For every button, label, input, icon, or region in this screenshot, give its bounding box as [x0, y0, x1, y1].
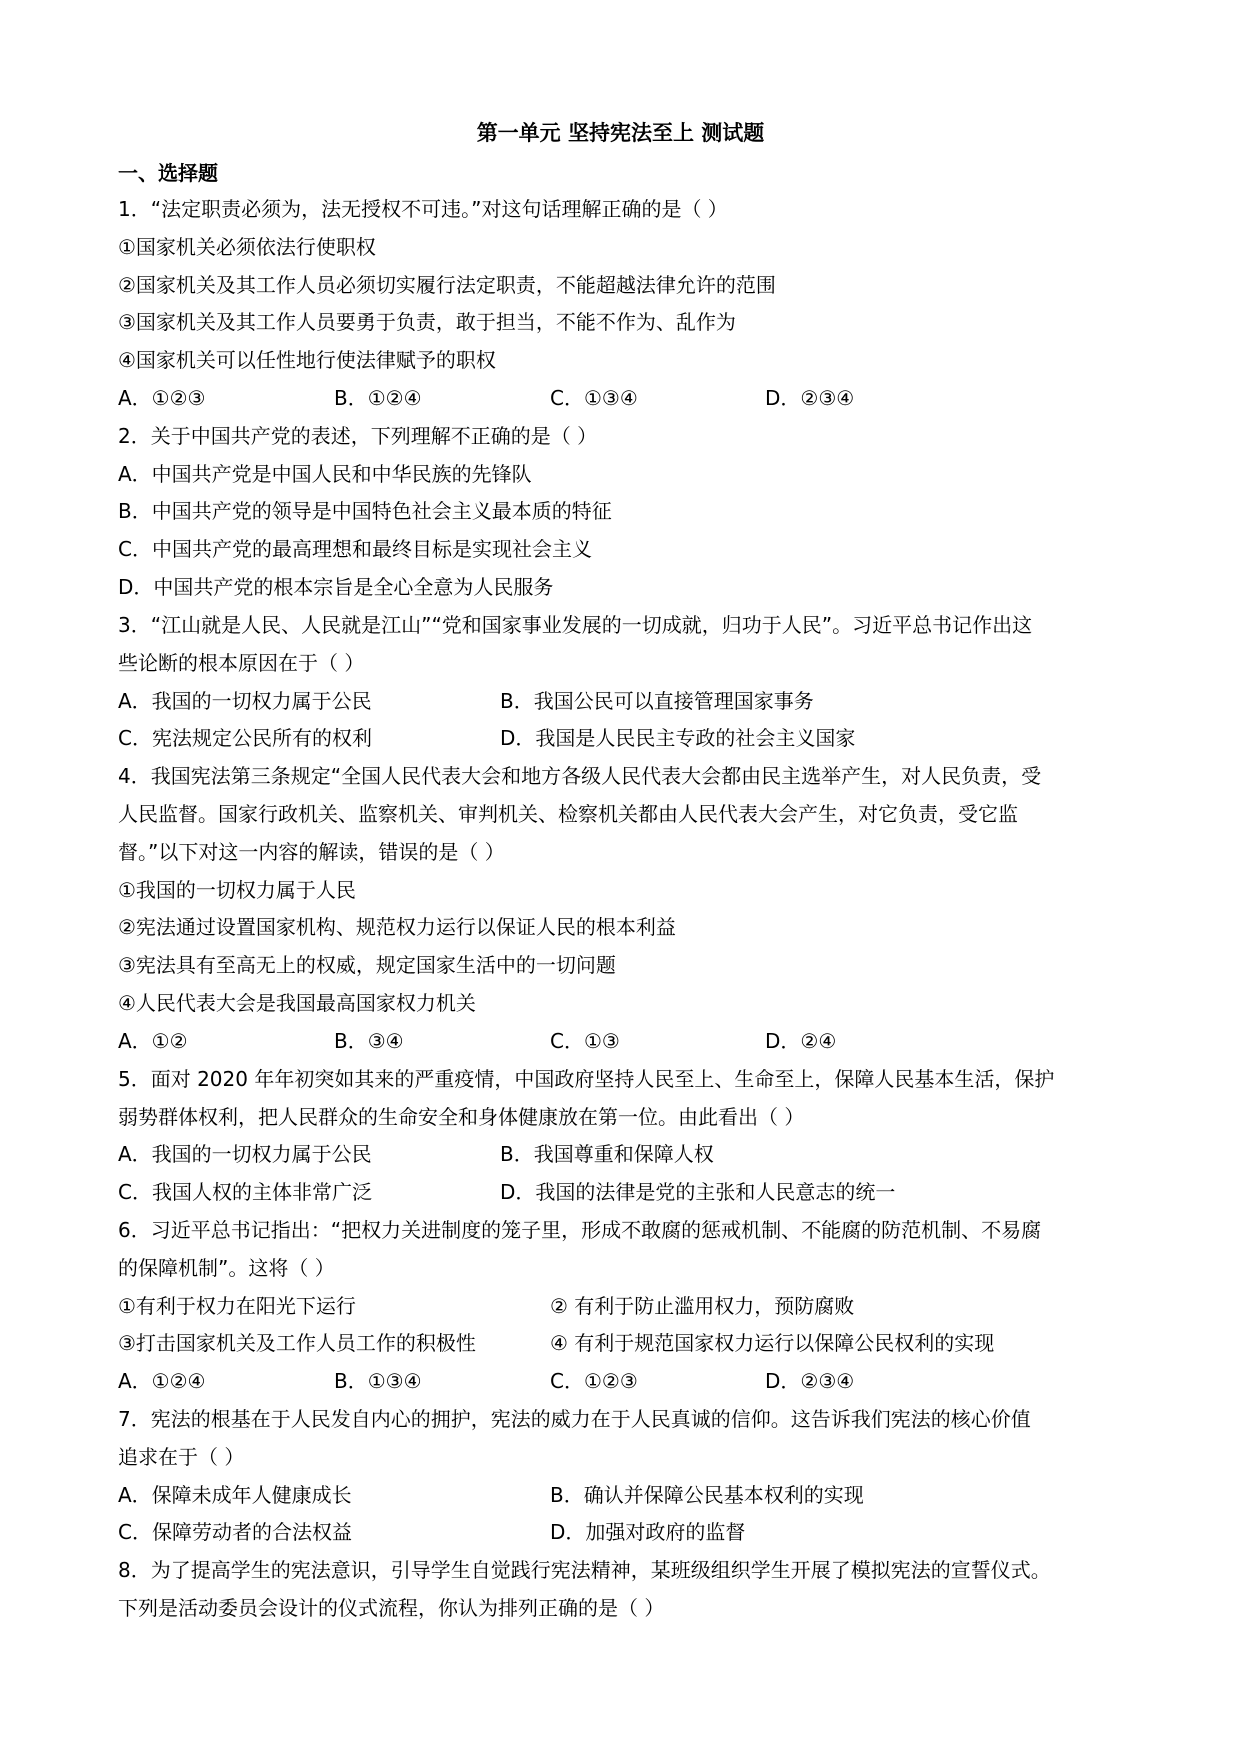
q5-option-d: D．我国的法律是党的主张和人民意志的统一: [500, 1180, 896, 1204]
q5-option-a: A．我国的一切权力属于公民: [118, 1142, 372, 1166]
q2-stem: 2．关于中国共产党的表述，下列理解不正确的是（ ）: [118, 424, 598, 448]
q1-item-4: ④国家机关可以任性地行使法律赋予的职权: [118, 348, 496, 372]
q3-option-d: D．我国是人民民主专政的社会主义国家: [500, 726, 856, 750]
q5-option-b: B．我国尊重和保障人权: [500, 1142, 714, 1166]
q7-option-b: B．确认并保障公民基本权利的实现: [550, 1483, 864, 1507]
q4-option-c: C．①③: [550, 1029, 620, 1053]
section-heading: 一、选择题: [118, 161, 218, 185]
q6-stem-line-1: 6．习近平总书记指出：“把权力关进制度的笼子里，形成不敢腐的惩戒机制、不能腐的防范机制、不易腐: [118, 1218, 1042, 1242]
q5-option-c: C．我国人权的主体非常广泛: [118, 1180, 372, 1204]
q6-item-3: ③打击国家机关及工作人员工作的积极性: [118, 1331, 476, 1355]
q4-option-d: D．②④: [765, 1029, 837, 1053]
q1-option-a: A．①②③: [118, 386, 206, 410]
q8-stem-line-1: 8．为了提高学生的宪法意识，引导学生自觉践行宪法精神，某班级组织学生开展了模拟宪法的宣誓仪式。: [118, 1558, 1051, 1582]
q8-stem-line-2: 下列是活动委员会设计的仪式流程，你认为排列正确的是（ ）: [118, 1596, 665, 1620]
q4-item-3: ③宪法具有至高无上的权威，规定国家生活中的一切问题: [118, 953, 616, 977]
q4-option-a: A．①②: [118, 1029, 188, 1053]
q7-stem-line-2: 追求在于（ ）: [118, 1445, 245, 1469]
q6-option-d: D．②③④: [765, 1369, 855, 1393]
q7-option-a: A．保障未成年人健康成长: [118, 1483, 352, 1507]
q4-item-1: ①我国的一切权力属于人民: [118, 878, 356, 902]
q3-option-b: B．我国公民可以直接管理国家事务: [500, 689, 814, 713]
q4-stem-line-3: 督。”以下对这一内容的解读，错误的是（ ）: [118, 840, 505, 864]
q4-item-4: ④人民代表大会是我国最高国家权力机关: [118, 991, 476, 1015]
q1-option-b: B．①②④: [334, 386, 422, 410]
q6-stem-line-2: 的保障机制”。这将（ ）: [118, 1256, 335, 1280]
q6-item-1: ①有利于权力在阳光下运行: [118, 1294, 356, 1318]
q4-item-2: ②宪法通过设置国家机构、规范权力运行以保证人民的根本利益: [118, 915, 676, 939]
q1-item-1: ①国家机关必须依法行使职权: [118, 235, 376, 259]
page-title: 第一单元 坚持宪法至上 测试题: [476, 121, 765, 145]
q3-option-c: C．宪法规定公民所有的权利: [118, 726, 372, 750]
q3-stem-line-1: 3．“江山就是人民、人民就是江山”“党和国家事业发展的一切成就，归功于人民”。习近平总书记作出这: [118, 613, 1033, 637]
q5-stem-line-1: 5．面对 2020 年年初突如其来的严重疫情，中国政府坚持人民至上、生命至上，保障人民基本生活，保护: [118, 1067, 1055, 1091]
q1-option-d: D．②③④: [765, 386, 855, 410]
q3-option-a: A．我国的一切权力属于公民: [118, 689, 372, 713]
q6-item-2: ② 有利于防止滥用权力，预防腐败: [550, 1294, 855, 1318]
q2-option-d: D．中国共产党的根本宗旨是全心全意为人民服务: [118, 575, 554, 599]
q7-option-d: D．加强对政府的监督: [550, 1520, 746, 1544]
q1-stem: 1．“法定职责必须为，法无授权不可违。”对这句话理解正确的是（ ）: [118, 197, 728, 221]
q6-option-c: C．①②③: [550, 1369, 638, 1393]
q3-stem-line-2: 些论断的根本原因在于（ ）: [118, 651, 365, 675]
q2-option-b: B．中国共产党的领导是中国特色社会主义最本质的特征: [118, 499, 612, 523]
q2-option-a: A．中国共产党是中国人民和中华民族的先锋队: [118, 462, 532, 486]
q1-item-2: ②国家机关及其工作人员必须切实履行法定职责，不能超越法律允许的范围: [118, 273, 776, 297]
q4-option-b: B．③④: [334, 1029, 404, 1053]
q6-option-b: B．①③④: [334, 1369, 422, 1393]
q4-stem-line-1: 4．我国宪法第三条规定“全国人民代表大会和地方各级人民代表大会都由民主选举产生，对人民负责，受: [118, 764, 1042, 788]
q4-stem-line-2: 人民监督。国家行政机关、监察机关、审判机关、检察机关都由人民代表大会产生，对它负责，受它监: [118, 802, 1018, 826]
q1-option-c: C．①③④: [550, 386, 638, 410]
q6-item-4: ④ 有利于规范国家权力运行以保障公民权利的实现: [550, 1331, 995, 1355]
q6-option-a: A．①②④: [118, 1369, 206, 1393]
q1-item-3: ③国家机关及其工作人员要勇于负责，敢于担当，不能不作为、乱作为: [118, 310, 736, 334]
q7-stem-line-1: 7．宪法的根基在于人民发自内心的拥护，宪法的威力在于人民真诚的信仰。这告诉我们宪法的核心价值: [118, 1407, 1031, 1431]
q7-option-c: C．保障劳动者的合法权益: [118, 1520, 352, 1544]
q5-stem-line-2: 弱势群体权利，把人民群众的生命安全和身体健康放在第一位。由此看出（ ）: [118, 1105, 805, 1129]
q2-option-c: C．中国共产党的最高理想和最终目标是实现社会主义: [118, 537, 592, 561]
